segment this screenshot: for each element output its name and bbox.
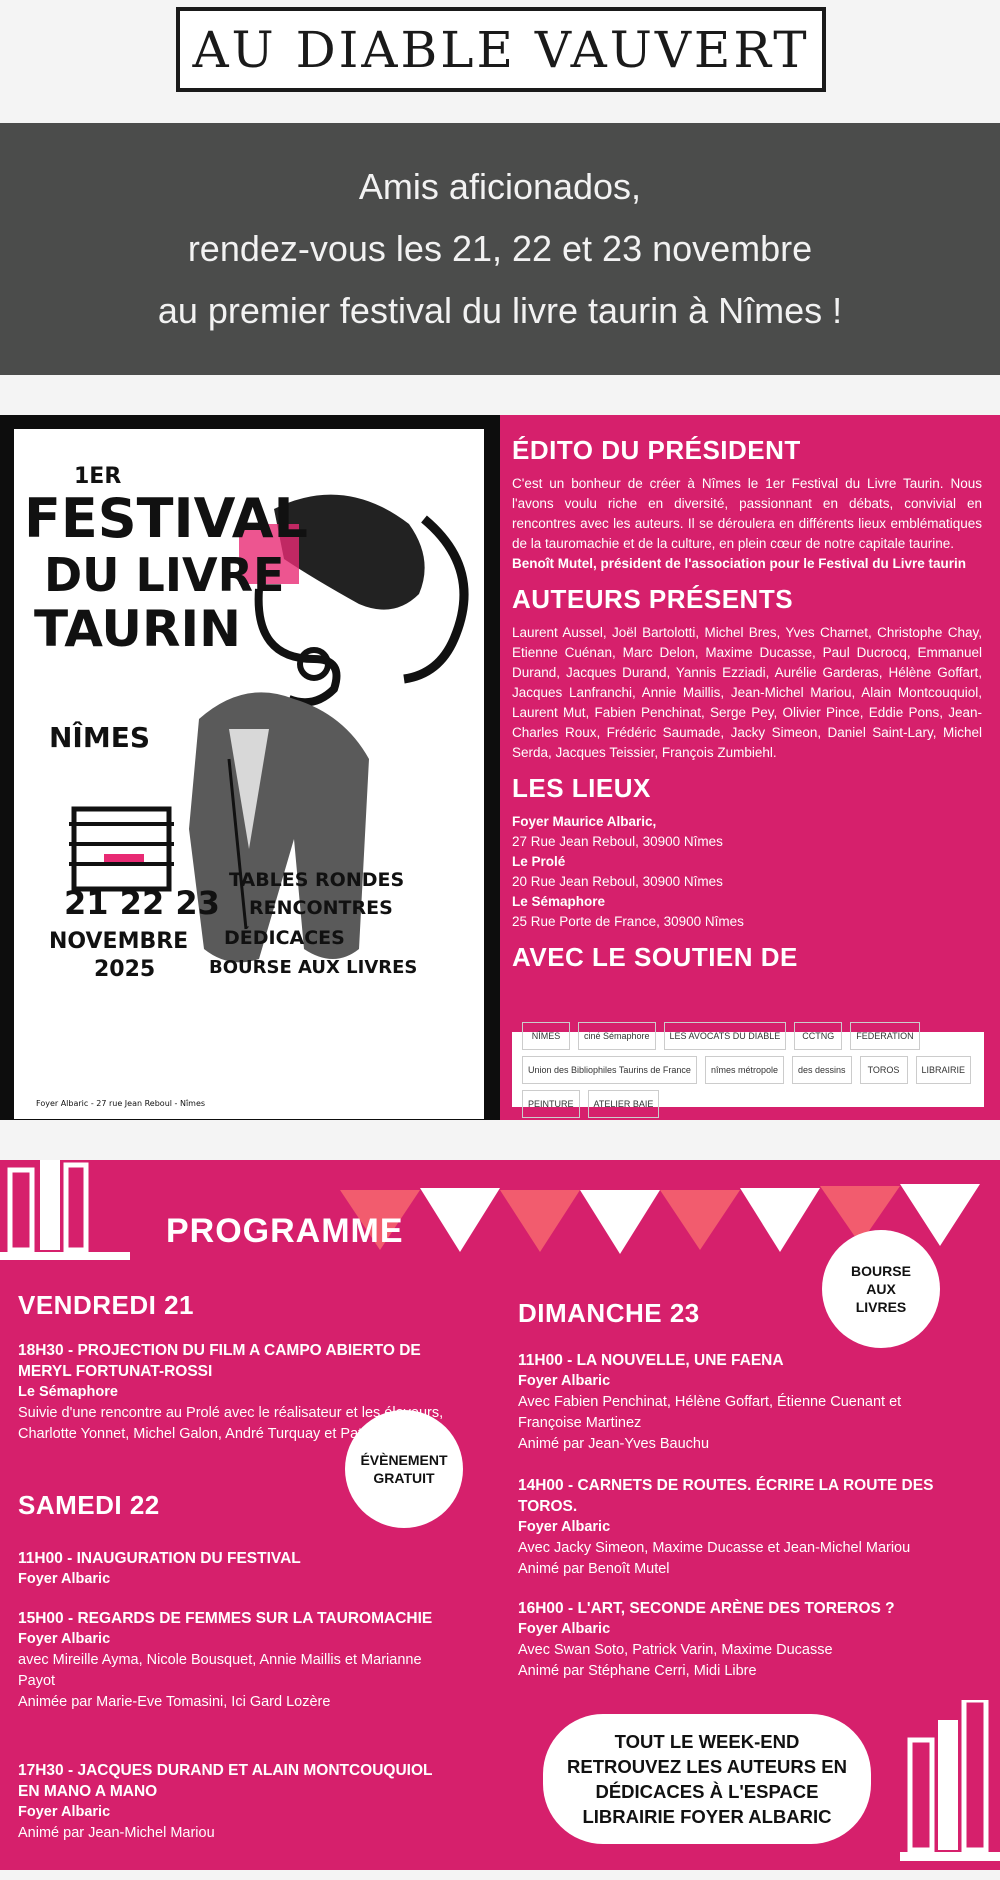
invitation-banner <box>0 123 1000 375</box>
place-address: 27 Rue Jean Reboul, 30900 Nîmes <box>512 834 723 849</box>
poster-activity-1: TABLES RONDES <box>229 869 405 891</box>
poster-city: NÎMES <box>49 721 151 754</box>
festival-poster[interactable] <box>0 415 500 1120</box>
banner-line-2: rendez-vous les 21, 22 et 23 novembre <box>187 228 813 269</box>
event-block <box>518 1475 968 1580</box>
sponsor-logo[interactable]: LIBRAIRIE <box>916 1056 972 1084</box>
event-block <box>18 1760 448 1844</box>
poster-dates: 21 22 23 <box>64 884 220 922</box>
sponsor-logo[interactable]: ciné Sémaphore <box>578 1022 656 1050</box>
poster-footer: Foyer Albaric - 27 rue Jean Reboul - Nîmes <box>36 1099 206 1108</box>
event-title: 14H00 - CARNETS DE ROUTES. ÉCRIRE LA ROUTE DES TOROS. <box>518 1477 934 1515</box>
event-host: Animée par Marie-Eve Tomasini, Ici Gard Lozère <box>18 1694 331 1710</box>
day-sunday: DIMANCHE 23 <box>518 1298 700 1328</box>
sponsor-logo[interactable]: des dessins <box>792 1056 852 1084</box>
place-address: 25 Rue Porte de France, 30900 Nîmes <box>512 914 744 929</box>
sponsor-logo[interactable]: ATELIER BAIE <box>588 1090 660 1118</box>
event-title: 16H00 - L'ART, SECONDE ARÈNE DES TOREROS ? <box>518 1600 895 1617</box>
poster-activity-2: RENCONTRES <box>249 897 393 919</box>
banner-line-1: Amis aficionados, <box>358 166 642 207</box>
event-description: Avec Jacky Simeon, Maxime Ducasse et Jean-Michel Mariou <box>518 1540 911 1556</box>
programme-title: PROGRAMME <box>166 1212 404 1250</box>
sponsor-logo[interactable]: LES AVOCATS DU DIABLE <box>664 1022 787 1050</box>
authors-list: Laurent Aussel, Joël Bartolotti, Michel Bres, Yves Charnet, Christophe Chay, Etienne Cuénan, Marc Delon, Maxime Ducasse, Paul Ducrocq, Emmanuel Durand, Jacques Durand, Yannis Ezziadi, Aurélie Garderas, Hélène Goffart, Jacques Lanfranchi, Annie Maillis, Jean-Michel Mariou, Alain Montcouquiol, Laurent Mut, Fabien Penchinat, Serge Pey, Olivier Pince, Eddie Pons, Jean-Charles Roux, Frédéric Saumade, Jacky Simeon, Daniel Saint-Lary, Michel Serda, Jacques Teissier, François Zumbiehl. <box>512 625 982 760</box>
event-host: Animé par Stéphane Cerri, Midi Libre <box>518 1663 757 1679</box>
place-name: Le Sémaphore <box>512 894 606 909</box>
edito-text: C'est un bonheur de créer à Nîmes le 1er Festival du Livre Taurin. Nous l'avons voulu riche en diversité, passionnant en débats, convivial en rencontres avec les auteurs. Il se déroulera en différents lieux emblématiques de la tauromachie et de la culture, en plein cœur de notre capitale taurine. <box>512 476 982 551</box>
header <box>0 0 1000 123</box>
event-title: 15H00 - REGARDS DE FEMMES SUR LA TAUROMACHIE <box>18 1610 433 1627</box>
authors-heading: AUTEURS PRÉSENTS <box>512 584 794 614</box>
sponsor-logo[interactable]: NÎMES <box>522 1022 570 1050</box>
event-host: Animé par Jean-Michel Mariou <box>18 1825 215 1841</box>
day-friday: VENDREDI 21 <box>18 1290 194 1320</box>
bourse-badge: BOURSE AUX LIVRES <box>822 1230 940 1348</box>
sponsor-logo[interactable]: CCTNG <box>794 1022 842 1050</box>
event-description: Suivie d'une rencontre au Prolé avec le réalisateur et les éleveurs, Charlotte Yonnet, Michel Galon, André Turquay et Patrick Laugier <box>18 1405 444 1442</box>
authors-section <box>512 584 982 763</box>
support-heading: AVEC LE SOUTIEN DE <box>512 942 798 972</box>
event-place: Le Sémaphore <box>18 1384 118 1400</box>
poster-activity-4: BOURSE AUX LIVRES <box>209 957 418 978</box>
event-title: 18H30 - PROJECTION DU FILM A CAMPO ABIERTO DE MERYL FORTUNAT-ROSSI <box>18 1342 421 1380</box>
place-name: Foyer Maurice Albaric, <box>512 814 657 829</box>
festival-info <box>512 435 982 983</box>
banner-line-3: au premier festival du livre taurin à Nîmes ! <box>157 290 843 331</box>
place-address: 20 Rue Jean Reboul, 30900 Nîmes <box>512 874 723 889</box>
event-host: Animé par Benoît Mutel <box>518 1561 670 1577</box>
poster-activity-3: DÉDICACES <box>224 927 345 949</box>
event-title: 11H00 - LA NOUVELLE, UNE FAENA <box>518 1352 784 1369</box>
poster-year: 2025 <box>94 957 156 982</box>
poster-title-2: DU LIVRE <box>44 548 285 602</box>
event-block <box>18 1340 448 1445</box>
programme-section <box>0 1160 1000 1870</box>
edito-signature: Benoît Mutel, président de l'association pour le Festival du Livre taurin <box>512 556 967 571</box>
weekend-signing-banner: TOUT LE WEEK-END RETROUVEZ LES AUTEURS EN DÉDICACES À L'ESPACE LIBRAIRIE FOYER ALBARIC <box>543 1714 871 1844</box>
event-host: Animé par Jean-Yves Bauchu <box>518 1436 710 1452</box>
event-place: Foyer Albaric <box>518 1519 611 1535</box>
sponsor-logo[interactable]: nîmes métropole <box>705 1056 784 1084</box>
event-block <box>518 1350 968 1455</box>
sponsor-logos <box>512 1032 984 1107</box>
sponsor-logo[interactable]: PEINTURE <box>522 1090 580 1118</box>
sponsor-logo[interactable]: FEDERATION <box>850 1022 919 1050</box>
sponsor-logo[interactable]: TOROS <box>860 1056 908 1084</box>
event-place: Foyer Albaric <box>518 1621 611 1637</box>
event-title: 17H30 - JACQUES DURAND ET ALAIN MONTCOUQUIOL EN MANO A MANO <box>18 1762 433 1800</box>
event-block <box>518 1598 968 1682</box>
event-block <box>18 1608 448 1713</box>
sponsor-logo[interactable]: Union des Bibliophiles Taurins de France <box>522 1056 697 1084</box>
event-description: Avec Fabien Penchinat, Hélène Goffart, Étienne Cuenant et Françoise Martinez <box>518 1394 902 1431</box>
books-icon <box>0 1160 130 1270</box>
poster-edition: 1ER <box>74 464 122 489</box>
festival-card <box>0 415 1000 1120</box>
edito-section <box>512 435 982 574</box>
event-block <box>18 1548 348 1590</box>
event-description: Avec Swan Soto, Patrick Varin, Maxime Ducasse <box>518 1642 833 1658</box>
edito-heading: ÉDITO DU PRÉSIDENT <box>512 435 801 465</box>
event-title: 11H00 - INAUGURATION DU FESTIVAL <box>18 1550 301 1567</box>
logo[interactable] <box>176 7 826 92</box>
event-place: Foyer Albaric <box>18 1571 111 1587</box>
poster-title-1: FESTIVAL <box>24 487 308 550</box>
places-heading: LES LIEUX <box>512 773 651 803</box>
poster-month: NOVEMBRE <box>49 929 189 954</box>
poster-canvas <box>14 429 484 1119</box>
place-name: Le Prolé <box>512 854 566 869</box>
support-section <box>512 942 982 973</box>
poster-title-3: TAURIN <box>34 600 241 658</box>
event-place: Foyer Albaric <box>18 1631 111 1647</box>
day-saturday: SAMEDI 22 <box>18 1490 160 1520</box>
books-icon <box>900 1700 1000 1865</box>
event-description: avec Mireille Ayma, Nicole Bousquet, Annie Maillis et Marianne Payot <box>18 1652 422 1689</box>
logo-text: AU DIABLE VAUVERT <box>192 20 810 79</box>
event-place: Foyer Albaric <box>518 1373 611 1389</box>
free-event-badge: ÉVÈNEMENT GRATUIT <box>345 1410 463 1528</box>
event-place: Foyer Albaric <box>18 1804 111 1820</box>
places-section <box>512 773 982 932</box>
